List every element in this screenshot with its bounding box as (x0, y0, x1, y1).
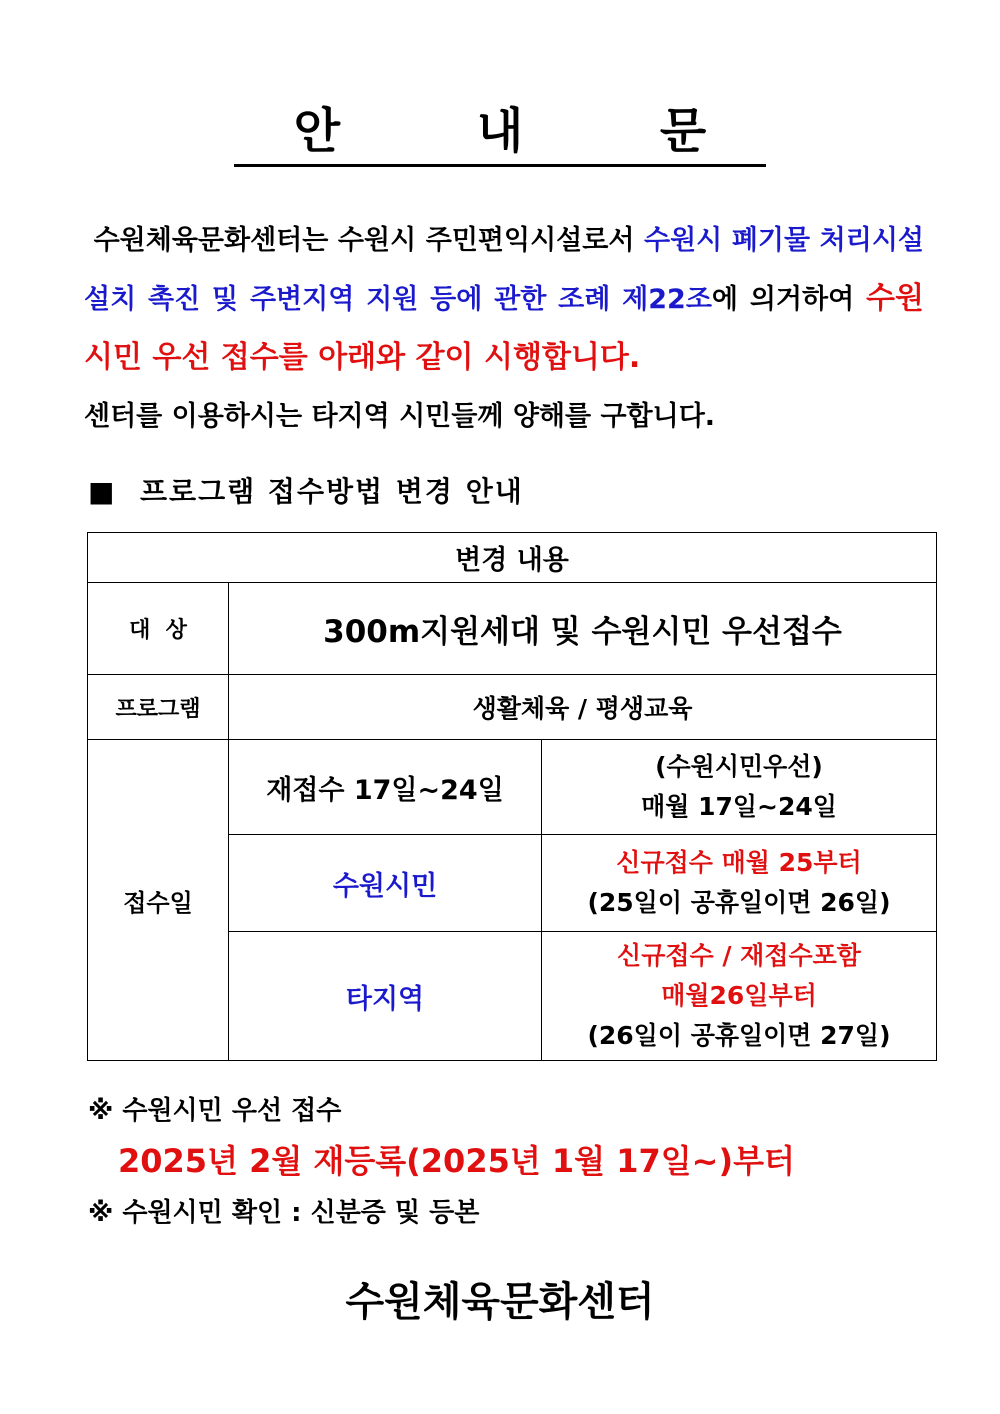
section-heading-text: 프로그램 접수방법 변경 안내 (139, 475, 524, 508)
table-header-row (88, 533, 937, 583)
date-label: 접수일 (88, 740, 229, 1061)
target-value: 300m지원세대 및 수원시민 우선접수 (229, 583, 937, 675)
suwon-citizen-label: 수원시민 (229, 835, 542, 932)
intro-ordinance-text: 수원시 폐기물 처리시설 설치 촉진 및 주변지역 지원 등에 관한 조례 제22조 (84, 225, 924, 315)
intro-paragraph-2: 센터를 이용하시는 타지역 시민들께 양해를 구합니다. (84, 401, 716, 432)
note-priority-date: 2025년 2월 재등록(2025년 1월 17일~)부터 (118, 1142, 795, 1180)
intro-text-2: 에 의거하여 (711, 284, 867, 315)
suwon-new-registration: 신규접수 매월 25부터 (616, 848, 862, 877)
change-info-table (87, 532, 937, 1061)
document-title-text: 안 내 문 (234, 98, 767, 167)
reregistration-priority: (수원시민우선) (655, 752, 823, 781)
reregistration-value (542, 740, 937, 835)
table-header: 변경 내용 (88, 533, 937, 583)
other-holiday-note: (26일이 공휴일이면 27일) (587, 1021, 891, 1050)
reregistration-period: 매월 17일~24일 (641, 792, 837, 821)
other-region-label: 타지역 (229, 932, 542, 1061)
target-label: 대 상 (88, 583, 229, 675)
program-label: 프로그램 (88, 675, 229, 740)
other-new-registration: 신규접수 / 재접수포함 (617, 941, 861, 970)
intro-paragraph-1 (84, 212, 924, 388)
intro-paragraph (84, 212, 924, 446)
footer-organization: 수원체육문화센터 (345, 1279, 655, 1325)
section-heading (88, 470, 524, 510)
other-region-value (542, 932, 937, 1061)
note-citizen-verification: ※ 수원시민 확인 : 신분증 및 등본 (88, 1198, 480, 1228)
reregistration-label: 재접수 17일~24일 (229, 740, 542, 835)
other-start-date: 매월26일부터 (661, 981, 817, 1010)
program-value: 생활체육 / 평생교육 (229, 675, 937, 740)
intro-text-1: 수원체육문화센터는 수원시 주민편익시설로서 (93, 225, 644, 256)
suwon-citizen-value (542, 835, 937, 932)
document-title (0, 98, 1000, 167)
note-priority-registration: ※ 수원시민 우선 접수 (88, 1096, 342, 1126)
intro-priority-text: 수원시민 우선 접수를 아래와 같이 시행합니다. (84, 281, 924, 375)
target-row (88, 583, 937, 675)
square-bullet-icon: ■ (88, 475, 117, 508)
date-row-reregistration (88, 740, 937, 835)
program-row (88, 675, 937, 740)
suwon-holiday-note: (25일이 공휴일이면 26일) (587, 888, 891, 917)
